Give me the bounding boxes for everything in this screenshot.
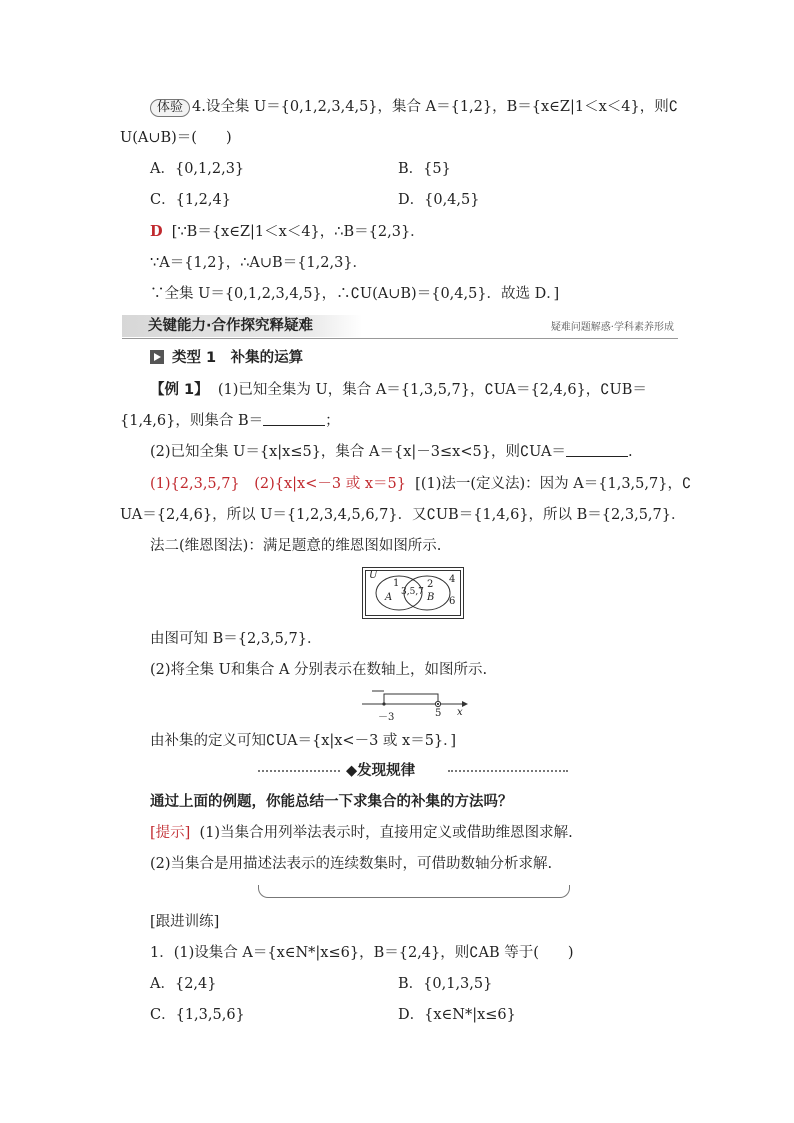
rule-hint-line2: (2)当集合是用描述法表示的连续数集时，可借助数轴分析求解. bbox=[150, 856, 553, 872]
number-line bbox=[362, 688, 468, 723]
example-line3 bbox=[150, 442, 633, 462]
venn-b-only: 2 bbox=[427, 579, 434, 590]
rule-header bbox=[258, 762, 568, 782]
exp-answer-line2: ∵A＝{1,2}，∴A∪B＝{1,2,3}． bbox=[150, 255, 368, 271]
rule-question: 通过上面的例题，你能总结一下求集合的补集的方法吗？ bbox=[150, 794, 513, 810]
practice-option-c: C．{1,3,5,6} bbox=[150, 1007, 245, 1023]
exp-tag: 体验 bbox=[150, 99, 190, 117]
solution-line1 bbox=[150, 474, 691, 494]
practice-tag: [跟进训练] bbox=[150, 914, 220, 930]
example-line2 bbox=[120, 411, 340, 431]
example-text3a: (2)已知全集 U＝{x|x≤5}，集合 A＝{x|－3≤x<5}，则∁UA＝ bbox=[150, 444, 566, 460]
rule-header-line-left bbox=[258, 770, 340, 772]
exp-option-c: C．{1,2,4} bbox=[150, 192, 231, 208]
venn-diagram bbox=[362, 567, 464, 619]
rule-title-text: 发现规律 bbox=[357, 763, 416, 779]
exp-question-line1 bbox=[150, 97, 678, 117]
section-header bbox=[122, 315, 678, 339]
exp-answer-line3: ∵全集 U＝{0,1,2,3,4,5}，∴∁U(A∪B)＝{0,4,5}．故选 D．] bbox=[150, 286, 560, 302]
example-text2a: {1,4,6}，则集合 B＝ bbox=[120, 413, 264, 429]
venn-label-a: A bbox=[385, 592, 393, 603]
type-heading bbox=[150, 348, 303, 368]
practice-question: 1．(1)设集合 A＝{x∈N*|x≤6}，B＝{2,4}，则∁AB 等于( ) bbox=[150, 945, 574, 961]
answer-blank-2[interactable] bbox=[566, 442, 628, 457]
section-rule bbox=[122, 338, 678, 339]
solution-line6: 由补集的定义可知∁UA＝{x|x<－3 或 x＝5}．] bbox=[150, 733, 457, 749]
rule-hint-line1 bbox=[150, 823, 573, 843]
number-line-label-x: x bbox=[457, 707, 463, 718]
rule-header-line-right bbox=[448, 770, 568, 772]
solution-line3: 法二(维恩图法)：满足题意的维恩图如图所示. bbox=[150, 538, 442, 554]
rule-box-bottom bbox=[258, 885, 570, 898]
set-a-bracket bbox=[384, 694, 438, 704]
rule-title: ◆发现规律 bbox=[346, 763, 416, 779]
venn-label-u: U bbox=[369, 570, 378, 581]
section-subtitle: 疑难问题解惑·学科素养形成 bbox=[550, 322, 674, 333]
section-title: 关键能力·合作探究释疑难 bbox=[148, 318, 314, 334]
point-5-dot bbox=[437, 703, 439, 705]
venn-label-b: B bbox=[427, 592, 435, 603]
practice-option-b: B．{0,1,3,5} bbox=[398, 976, 493, 992]
example-text3b: . bbox=[627, 444, 633, 460]
number-line-label-left: －3 bbox=[378, 712, 395, 723]
practice-option-a: A．{2,4} bbox=[150, 976, 217, 992]
venn-outside-6: 6 bbox=[449, 596, 456, 607]
solution-line4: 由图可知 B＝{2,3,5,7}． bbox=[150, 631, 322, 647]
exp-option-a: A．{0,1,2,3} bbox=[150, 161, 245, 177]
hint-text1: (1)当集合用列举法表示时，直接用定义或借助维恩图求解. bbox=[199, 825, 573, 841]
point-minus3 bbox=[382, 702, 385, 705]
exp-answer-text: [∵B＝{x∈Z|1＜x＜4}，∴B＝{2,3}． bbox=[171, 224, 425, 240]
number-line-label-right: 5 bbox=[435, 708, 442, 719]
venn-a-only: 1 bbox=[393, 578, 400, 589]
exp-question-text: 4.设全集 U＝{0,1,2,3,4,5}，集合 A＝{1,2}，B＝{x∈Z|1＜x＜4}，则∁ bbox=[192, 99, 678, 115]
example-text1: (1)已知全集为 U，集合 A＝{1,3,5,7}，∁UA＝{2,4,6}，∁UB＝ bbox=[217, 382, 647, 398]
venn-outside-4: 4 bbox=[449, 574, 456, 585]
hint-tag: [提示] bbox=[150, 825, 191, 841]
solution-text1: [(1)法一(定义法)：因为 A＝{1,3,5,7}，∁ bbox=[415, 476, 692, 492]
venn-intersection: 3,5,7 bbox=[401, 587, 424, 597]
exp-option-b: B．{5} bbox=[398, 161, 451, 177]
solution-line2: UA＝{2,4,6}，所以 U＝{1,2,3,4,5,6,7}．又∁UB＝{1,4,6}，所以 B＝{2,3,5,7}． bbox=[120, 507, 686, 523]
exp-answer-letter: D bbox=[150, 223, 163, 240]
example-text2b: ； bbox=[325, 413, 340, 429]
practice-option-d: D．{x∈N*|x≤6} bbox=[398, 1007, 516, 1023]
solution-answers: (1){2,3,5,7} (2){x|x<－3 或 x＝5} bbox=[150, 476, 406, 492]
type-label: 类型 1 补集的运算 bbox=[172, 350, 304, 366]
answer-blank[interactable] bbox=[263, 411, 325, 426]
example-tag: 【例 1】 bbox=[150, 382, 209, 398]
example-line1 bbox=[150, 380, 647, 400]
play-icon bbox=[150, 350, 164, 364]
exp-question-line2: U(A∪B)＝( ) bbox=[120, 130, 232, 146]
solution-line5: (2)将全集 U和集合 A 分别表示在数轴上，如图所示. bbox=[150, 662, 488, 678]
exp-option-d: D．{0,4,5} bbox=[398, 192, 480, 208]
exp-answer-line1 bbox=[150, 222, 425, 242]
